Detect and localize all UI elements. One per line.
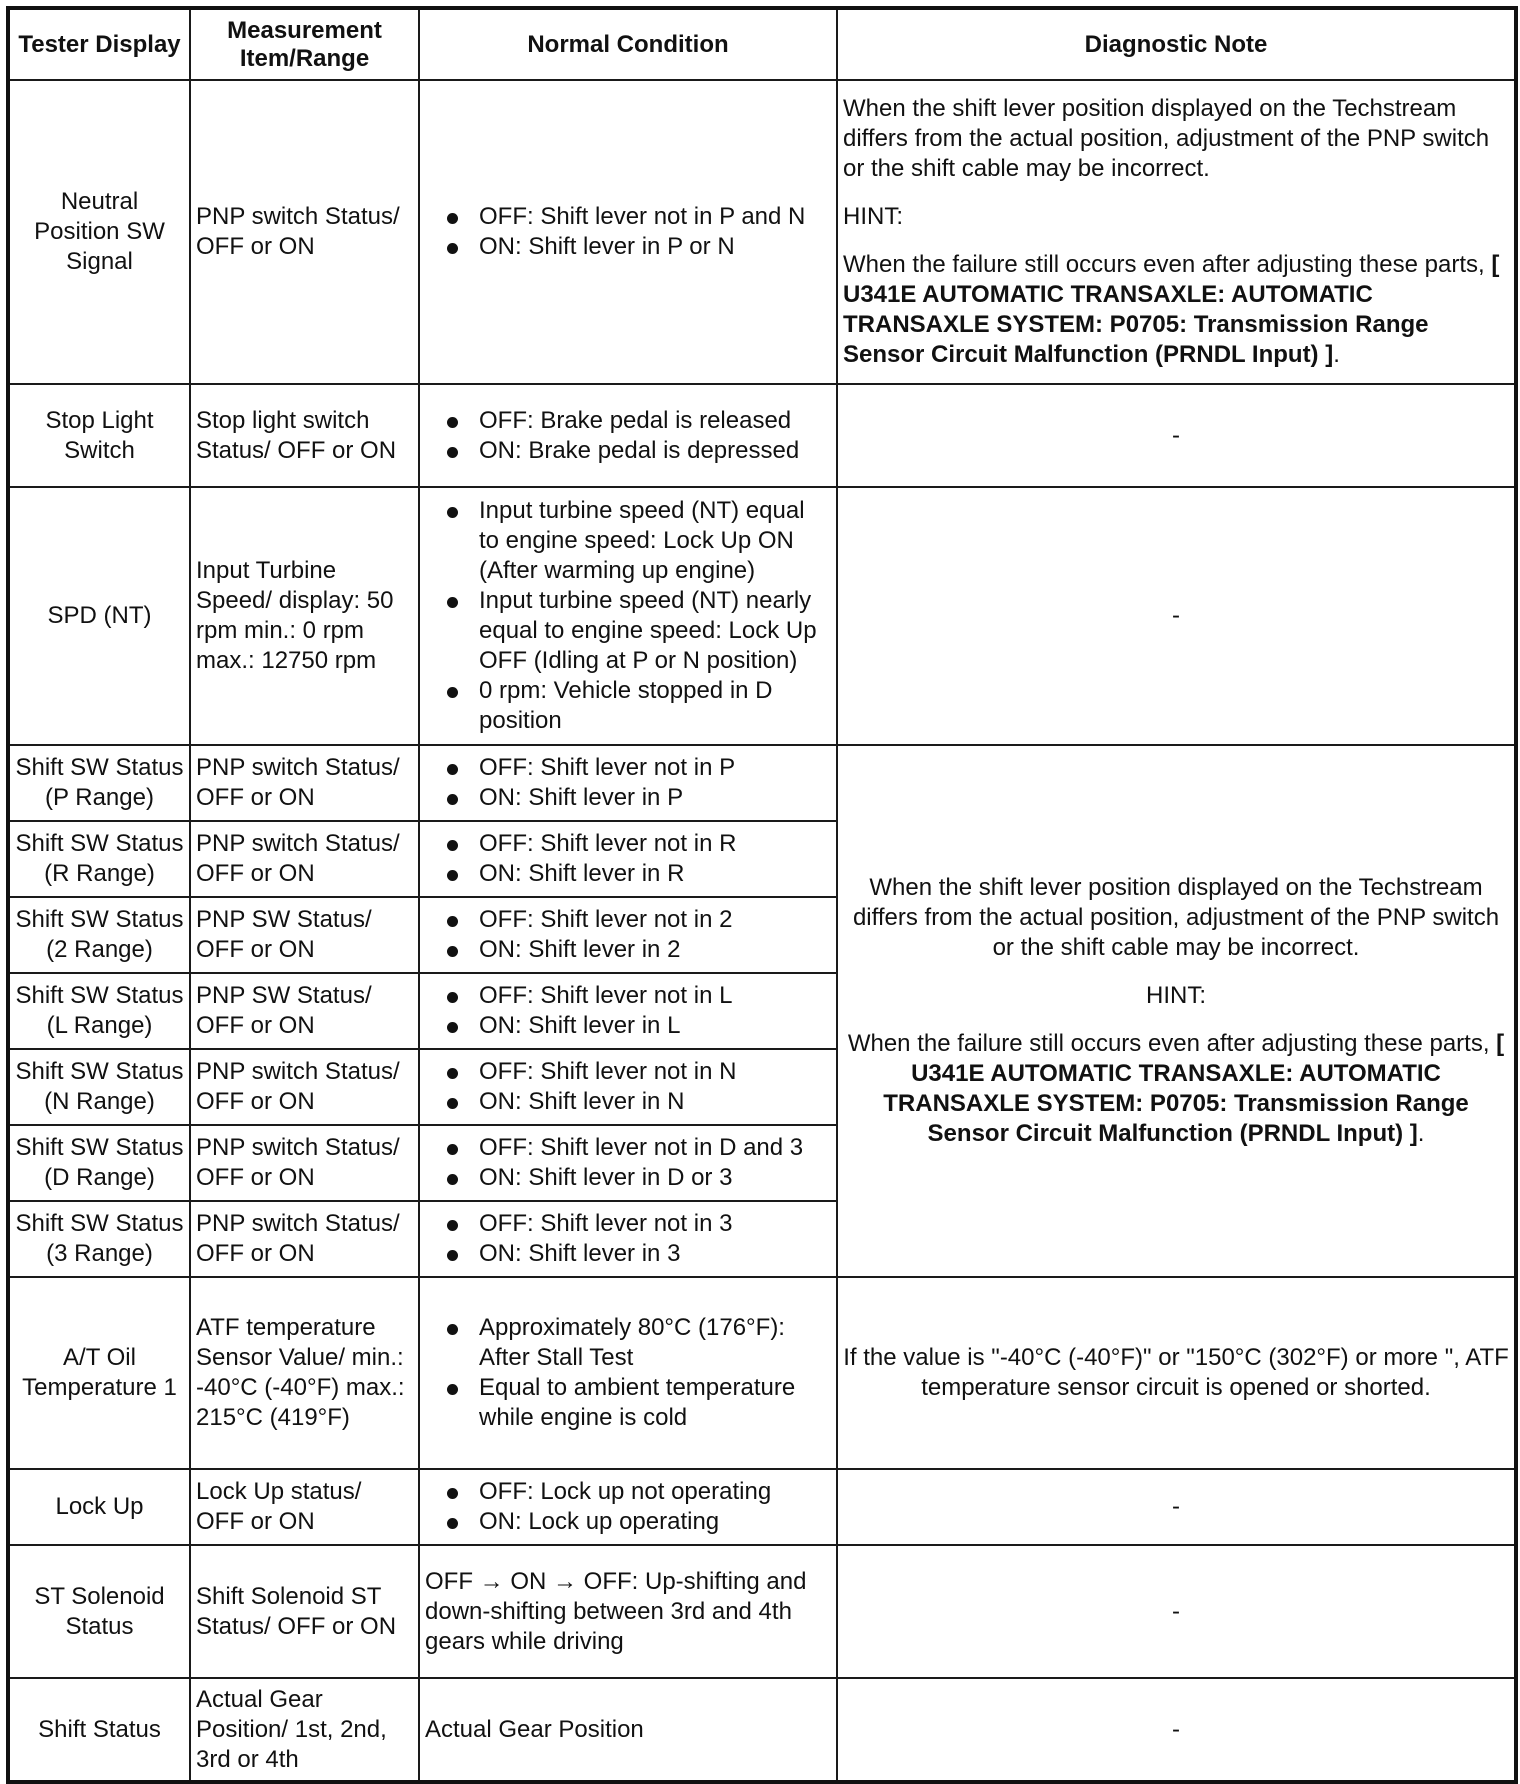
condition-item: ON: Shift lever in P or N	[439, 232, 831, 262]
condition-item: ON: Shift lever in L	[439, 1011, 831, 1041]
tester-display-cell: Shift SW Status (P Range)	[8, 745, 190, 821]
condition-item: OFF: Shift lever not in L	[439, 981, 831, 1011]
tester-display-cell: Stop Light Switch	[8, 384, 190, 487]
table-row	[8, 487, 1516, 745]
note-period: .	[1417, 1120, 1425, 1147]
normal-condition-cell	[419, 80, 837, 384]
table-row	[8, 1678, 1516, 1782]
measurement-item-cell: PNP SW Status/ OFF or ON	[190, 897, 419, 973]
measurement-item-cell: Lock Up status/ OFF or ON	[190, 1469, 419, 1545]
measurement-item-cell: ATF temperature Sensor Value/ min.: -40°C (-40°F) max.: 215°C (419°F)	[190, 1277, 419, 1469]
table-row	[8, 745, 1516, 821]
condition-item: ON: Shift lever in D or 3	[439, 1163, 831, 1193]
condition-item: ON: Brake pedal is depressed	[439, 436, 831, 466]
measurement-item-cell: PNP switch Status/ OFF or ON	[190, 1201, 419, 1277]
diagnostic-note-cell: -	[837, 487, 1516, 745]
normal-condition-cell: OFF → ON → OFF: Up-shifting and down-shifting between 3rd and 4th gears while driving	[419, 1545, 837, 1678]
normal-condition-cell	[419, 1277, 837, 1469]
condition-item: ON: Lock up operating	[439, 1507, 831, 1537]
tester-display-cell: ST Solenoid Status	[8, 1545, 190, 1678]
note-paragraph: When the shift lever position displayed on the Techstream differs from the actual position, adjustment of the PNP switch or the shift cable may be incorrect.	[843, 95, 1490, 182]
measurement-item-cell: Input Turbine Speed/ display: 50 rpm min.: 0 rpm max.: 12750 rpm	[190, 487, 419, 745]
tester-display-cell: Shift SW Status (2 Range)	[8, 897, 190, 973]
data-list-table	[6, 6, 1518, 1784]
tester-display-cell: Shift Status	[8, 1678, 190, 1782]
table-row	[8, 384, 1516, 487]
normal-condition-cell	[419, 1049, 837, 1125]
condition-item: OFF: Shift lever not in 2	[439, 905, 831, 935]
header-diagnostic-note: Diagnostic Note	[837, 8, 1516, 80]
normal-condition-cell	[419, 487, 837, 745]
measurement-item-cell: Actual Gear Position/ 1st, 2nd, 3rd or 4th	[190, 1678, 419, 1782]
normal-condition-cell	[419, 973, 837, 1049]
table-row	[8, 1277, 1516, 1469]
diagnostic-note-cell: -	[837, 1545, 1516, 1678]
normal-condition-cell	[419, 897, 837, 973]
measurement-item-cell: PNP switch Status/ OFF or ON	[190, 1125, 419, 1201]
tester-display-cell: Shift SW Status (L Range)	[8, 973, 190, 1049]
measurement-item-cell: PNP switch Status/ OFF or ON	[190, 80, 419, 384]
table-row	[8, 1545, 1516, 1678]
condition-item: ON: Shift lever in N	[439, 1087, 831, 1117]
normal-condition-cell	[419, 384, 837, 487]
condition-item: OFF: Shift lever not in P and N	[439, 202, 831, 232]
condition-item: ON: Shift lever in P	[439, 783, 831, 813]
measurement-item-cell: PNP switch Status/ OFF or ON	[190, 821, 419, 897]
note-paragraph: When the shift lever position displayed on the Techstream differs from the actual position, adjustment of the PNP switch or the shift cable may be incorrect.	[852, 874, 1500, 961]
measurement-item-cell: PNP switch Status/ OFF or ON	[190, 1049, 419, 1125]
diagnostic-note-cell: -	[837, 384, 1516, 487]
condition-item: Approximately 80°C (176°F): After Stall Test	[439, 1313, 831, 1373]
condition-item: ON: Shift lever in 3	[439, 1239, 831, 1269]
note-hint: HINT:	[1146, 982, 1206, 1009]
normal-condition-cell	[419, 1469, 837, 1545]
condition-item: OFF: Shift lever not in N	[439, 1057, 831, 1087]
normal-condition-cell	[419, 745, 837, 821]
normal-condition-cell	[419, 1125, 837, 1201]
note-paragraph	[843, 250, 1509, 370]
header-tester-display: Tester Display	[8, 8, 190, 80]
header-measurement-item: Measurement Item/Range	[190, 8, 419, 80]
tester-display-cell: Shift SW Status (D Range)	[8, 1125, 190, 1201]
diagnostic-note-cell	[837, 745, 1516, 1277]
normal-condition-cell: Actual Gear Position	[419, 1678, 837, 1782]
header-normal-condition: Normal Condition	[419, 8, 837, 80]
diagnostic-note-cell: -	[837, 1678, 1516, 1782]
table-row	[8, 80, 1516, 384]
diagnostic-note-cell: If the value is "-40°C (-40°F)" or "150°C (302°F) or more ", ATF temperature sensor circuit is opened or shorted.	[837, 1277, 1516, 1469]
condition-item: OFF: Brake pedal is released	[439, 406, 831, 436]
measurement-item-cell: PNP SW Status/ OFF or ON	[190, 973, 419, 1049]
tester-display-cell: Shift SW Status (N Range)	[8, 1049, 190, 1125]
condition-item: ON: Shift lever in 2	[439, 935, 831, 965]
reference-link[interactable]: [ U341E AUTOMATIC TRANSAXLE: AUTOMATIC TRANSAXLE SYSTEM: P0705: Transmission Range Sensor Circuit Malfunction (PRNDL Input) ]	[883, 1030, 1505, 1147]
table-row	[8, 1469, 1516, 1545]
normal-condition-cell	[419, 1201, 837, 1277]
note-period: .	[1333, 341, 1340, 368]
measurement-item-cell: Stop light switch Status/ OFF or ON	[190, 384, 419, 487]
condition-item: OFF: Shift lever not in 3	[439, 1209, 831, 1239]
tester-display-cell: Neutral Position SW Signal	[8, 80, 190, 384]
tester-display-cell: Shift SW Status (3 Range)	[8, 1201, 190, 1277]
condition-item: 0 rpm: Vehicle stopped in D position	[439, 676, 831, 736]
header-row	[8, 8, 1516, 80]
measurement-item-cell: PNP switch Status/ OFF or ON	[190, 745, 419, 821]
condition-item: Input turbine speed (NT) nearly equal to engine speed: Lock Up OFF (Idling at P or N position)	[439, 586, 831, 676]
condition-item: OFF: Lock up not operating	[439, 1477, 831, 1507]
reference-link[interactable]: [ U341E AUTOMATIC TRANSAXLE: AUTOMATIC TRANSAXLE SYSTEM: P0705: Transmission Range Sensor Circuit Malfunction (PRNDL Input) ]	[843, 251, 1500, 368]
note-paragraph	[843, 1029, 1509, 1149]
condition-item: Equal to ambient temperature while engine is cold	[439, 1373, 831, 1433]
tester-display-cell: SPD (NT)	[8, 487, 190, 745]
condition-item: OFF: Shift lever not in D and 3	[439, 1133, 831, 1163]
normal-condition-cell	[419, 821, 837, 897]
note-text: When the failure still occurs even after adjusting these parts,	[843, 251, 1485, 278]
diagnostic-note-cell	[837, 80, 1516, 384]
condition-item: ON: Shift lever in R	[439, 859, 831, 889]
measurement-item-cell: Shift Solenoid ST Status/ OFF or ON	[190, 1545, 419, 1678]
note-hint: HINT:	[843, 203, 903, 230]
condition-item: OFF: Shift lever not in P	[439, 753, 831, 783]
tester-display-cell: Lock Up	[8, 1469, 190, 1545]
condition-item: Input turbine speed (NT) equal to engine speed: Lock Up ON (After warming up engine)	[439, 496, 831, 586]
tester-display-cell: A/T Oil Temperature 1	[8, 1277, 190, 1469]
condition-item: OFF: Shift lever not in R	[439, 829, 831, 859]
note-text: When the failure still occurs even after adjusting these parts,	[847, 1030, 1490, 1057]
tester-display-cell: Shift SW Status (R Range)	[8, 821, 190, 897]
diagnostic-note-cell: -	[837, 1469, 1516, 1545]
